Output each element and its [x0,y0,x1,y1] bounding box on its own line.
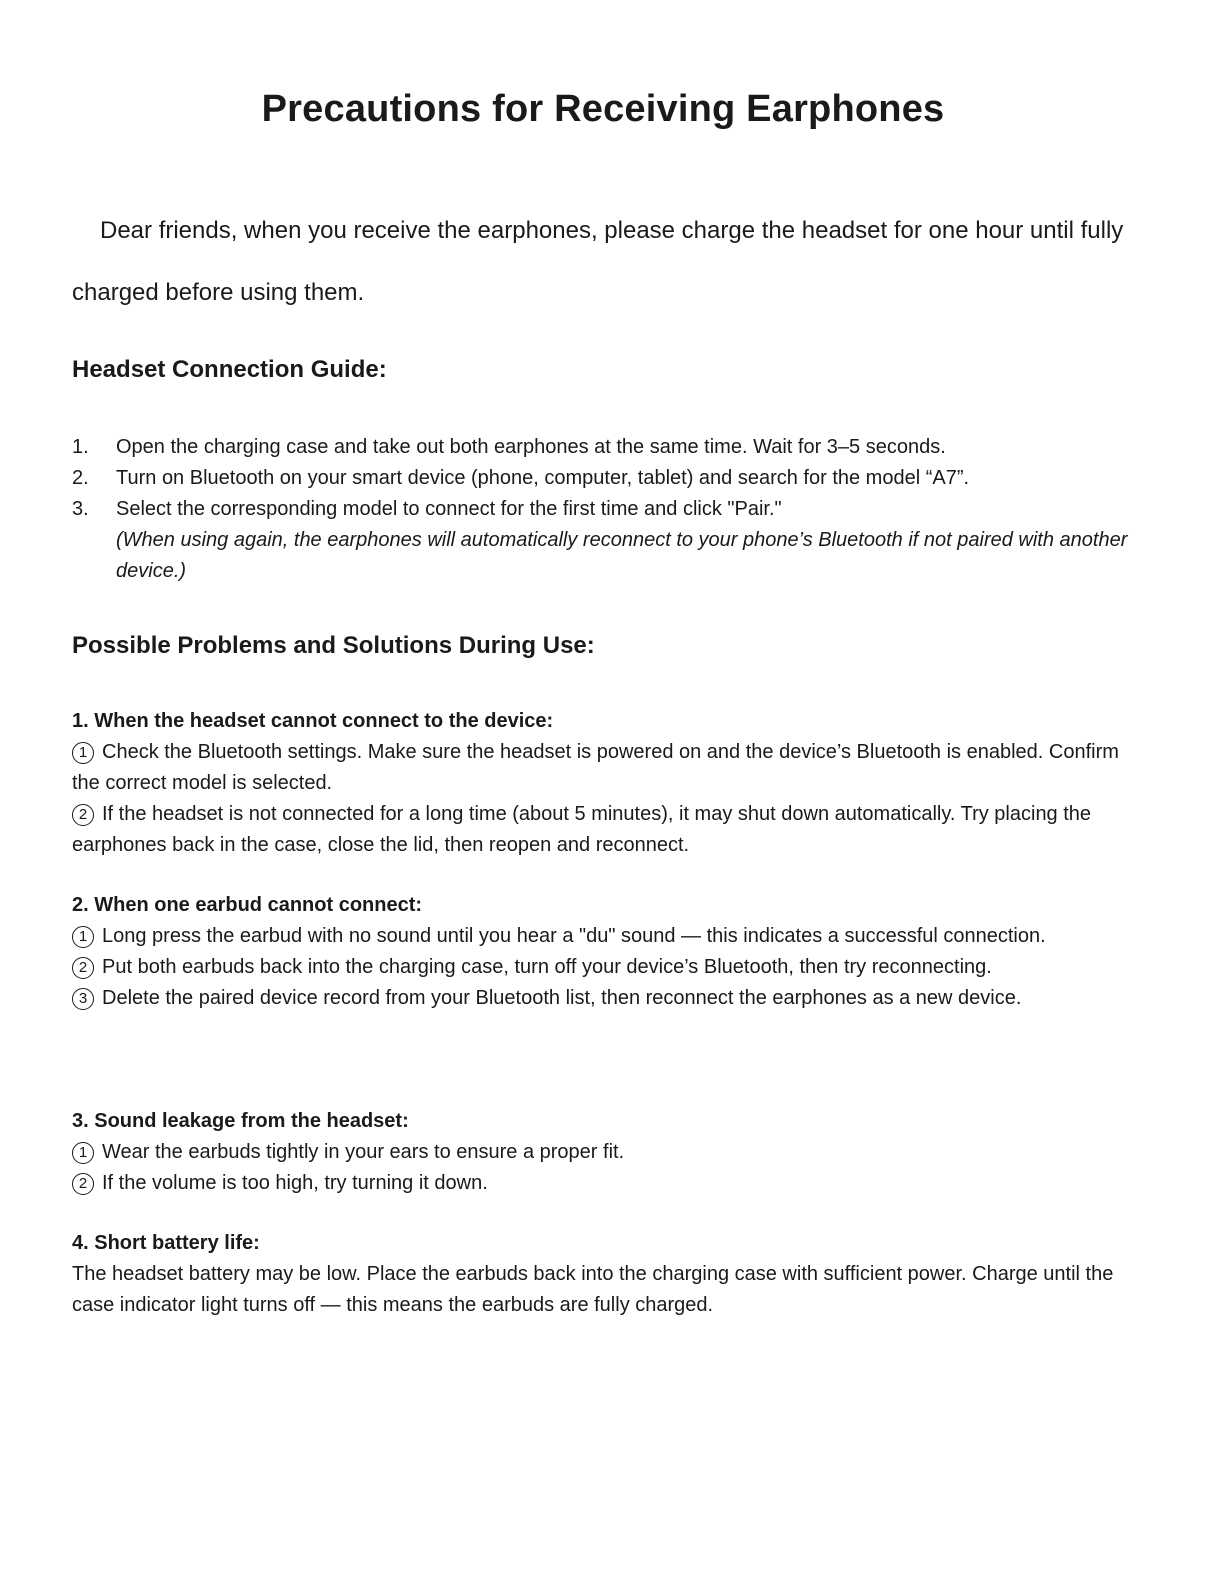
step-text: Turn on Bluetooth on your smart device (phone, computer, tablet) and search for the model “A7”. [116,467,970,489]
solution-text: If the volume is too high, try turning it down. [102,1172,488,1194]
circled-number-icon: 3 [72,988,94,1010]
solution-text: The headset battery may be low. Place the earbuds back into the charging case with sufficient power. Charge until the case indicator light turns off — this means the earbuds are fully charged. [72,1263,1114,1316]
page-title: Precautions for Receiving Earphones [261,88,945,130]
circled-number-icon: 1 [72,1142,94,1164]
intro-paragraph: Dear friends, when you receive the earphones, please charge the headset for one hour until fully charged before using them. [72,217,1124,306]
step-number: 3. [72,498,89,520]
solution-item [72,952,1122,983]
solution-item [72,983,1122,1014]
circled-number-icon: 2 [72,804,94,826]
problem-heading: 1. When the headset cannot connect to the device: [72,710,554,732]
solution-text: Wear the earbuds tightly in your ears to ensure a proper fit. [102,1141,625,1163]
problem-heading: 3. Sound leakage from the headset: [72,1110,409,1132]
solution-item [72,1168,1122,1199]
solution-item [72,921,1122,952]
problems-heading: Possible Problems and Solutions During Use: [72,632,595,659]
step-text: Open the charging case and take out both earphones at the same time. Wait for 3–5 seconds. [116,436,946,458]
circled-number-icon: 2 [72,1173,94,1195]
step-item [72,494,1132,587]
problem-section [72,890,1122,1014]
solution-text: Put both earbuds back into the charging case, turn off your device’s Bluetooth, then try reconnecting. [102,956,992,978]
solution-text: Delete the paired device record from your Bluetooth list, then reconnect the earphones as a new device. [102,987,1022,1009]
step-item [72,463,1132,494]
problem-section [72,706,1122,861]
problem-section [72,1106,1122,1199]
solution-item [72,737,1122,799]
connection-steps-list [72,432,1132,587]
solution-text: Long press the earbud with no sound until you hear a "du" sound — this indicates a successful connection. [102,925,1046,947]
problem-section [72,1228,1122,1321]
step-number: 1. [72,436,89,458]
solution-text: Check the Bluetooth settings. Make sure the headset is powered on and the device’s Bluetooth is enabled. Confirm the correct model is selected. [72,741,1119,794]
step-body [116,494,1132,587]
solution-item [72,1137,1122,1168]
step-number: 2. [72,467,89,489]
step-text: Select the corresponding model to connect for the first time and click "Pair." [116,498,782,520]
step-note: (When using again, the earphones will automatically reconnect to your phone’s Bluetooth if not paired with another device.) [116,529,1128,582]
circled-number-icon: 1 [72,926,94,948]
connection-guide-heading: Headset Connection Guide: [72,356,387,383]
solution-text: If the headset is not connected for a long time (about 5 minutes), it may shut down automatically. Try placing the earphones back in the case, close the lid, then reopen and reconnect. [72,803,1092,856]
problem-heading: 4. Short battery life: [72,1232,260,1254]
circled-number-icon: 2 [72,957,94,979]
step-item [72,432,1132,463]
circled-number-icon: 1 [72,742,94,764]
problem-heading: 2. When one earbud cannot connect: [72,894,423,916]
solution-item [72,799,1122,861]
